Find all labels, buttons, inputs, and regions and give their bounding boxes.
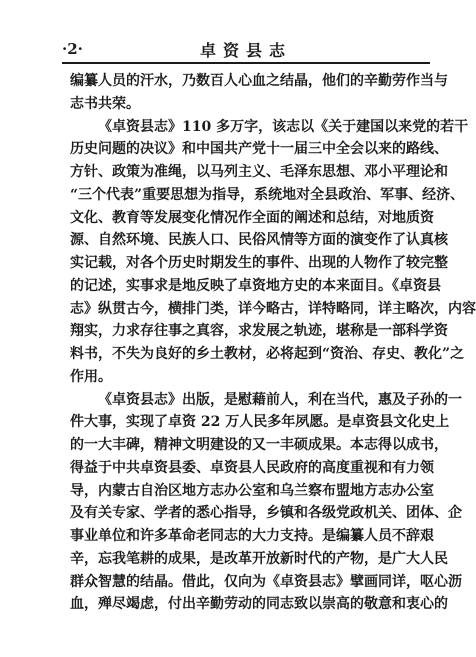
text-line: 事业单位和许多革命老同志的大力支持。是编纂人员不辞艰 — [70, 528, 434, 544]
text-line: 志书共荣。 — [70, 95, 140, 112]
text-line: 料书，不失为良好的乡土教材，必将起到“资治、存史、教化”之 — [70, 346, 465, 362]
text-line: 得益于中共卓资县委、卓资县人民政府的高度重视和有力领 — [70, 459, 434, 476]
text-line: 历史问题的决议》和中国共产党十一届三中全会以来的路线、 — [70, 141, 448, 158]
text-line: 志》纵贯古今，横排门类，详今略古，详特略同，详主略次，内容 — [70, 300, 476, 317]
text-line: 作用。 — [70, 368, 112, 385]
page-header — [62, 38, 430, 64]
text-line: 方针、政策为准绳，以马列主义、毛泽东思想、邓小平理论和 — [70, 164, 448, 180]
text-line: 的一大丰碑，精神文明建设的又一丰硕成果。本志得以成书， — [70, 437, 448, 453]
text-line: 《卓资县志》110 多万字，该志以《关于建国以来党的若干 — [98, 118, 469, 135]
paragraph — [70, 116, 476, 389]
text-line: 《卓资县志》出版，是慰藉前人，利在当代，惠及子孙的一 — [98, 391, 462, 408]
text-line: 的记述，实事求是地反映了卓资地方史的本来面目。《卓资县 — [70, 277, 441, 294]
paragraph — [70, 70, 448, 116]
paragraph — [70, 389, 462, 617]
text-line: 群众智慧的结晶。借此，仅向为《卓资县志》擘画同详，呕心沥 — [70, 573, 462, 590]
text-line: “三个代表”重要思想为指导，系统地对全县政治、军事、经济、 — [70, 186, 465, 203]
text-line: 及有关专家、学者的悉心指导，乡镇和各级党政机关、团体、企 — [70, 505, 462, 522]
running-title: 卓资县志 — [199, 41, 292, 60]
page-number: ·2· — [62, 40, 83, 58]
text-line: 导，内蒙古自治区地方志办公室和乌兰察布盟地方志办公室 — [70, 482, 434, 499]
text-line: 翔实，力求存往事之真容，求发展之轨迹，堪称是一部科学资 — [70, 323, 448, 340]
text-line: 编纂人员的汗水，乃数百人心血之结晶，他们的辛勤劳作当与 — [70, 73, 448, 89]
text-line: 件大事，实现了卓资 22 万人民多年夙愿。是卓资县文化史上 — [70, 414, 450, 431]
text-line: 辛，忘我笔耕的成果，是改革开放新时代的产物，是广大人民 — [70, 550, 448, 567]
body-text — [70, 70, 476, 616]
text-line: 血，殚尽竭虑，付出辛勤劳动的同志致以崇高的敬意和衷心的 — [70, 596, 448, 613]
text-line: 实记载，对各个历史时期发生的事件、出现的人物作了较完整 — [70, 255, 448, 271]
text-line: 源、自然环境、民族人口、民俗风情等方面的演变作了认真核 — [70, 232, 448, 249]
text-line: 文化、教育等发展变化情况作全面的阐述和总结，对地质资 — [70, 209, 434, 226]
